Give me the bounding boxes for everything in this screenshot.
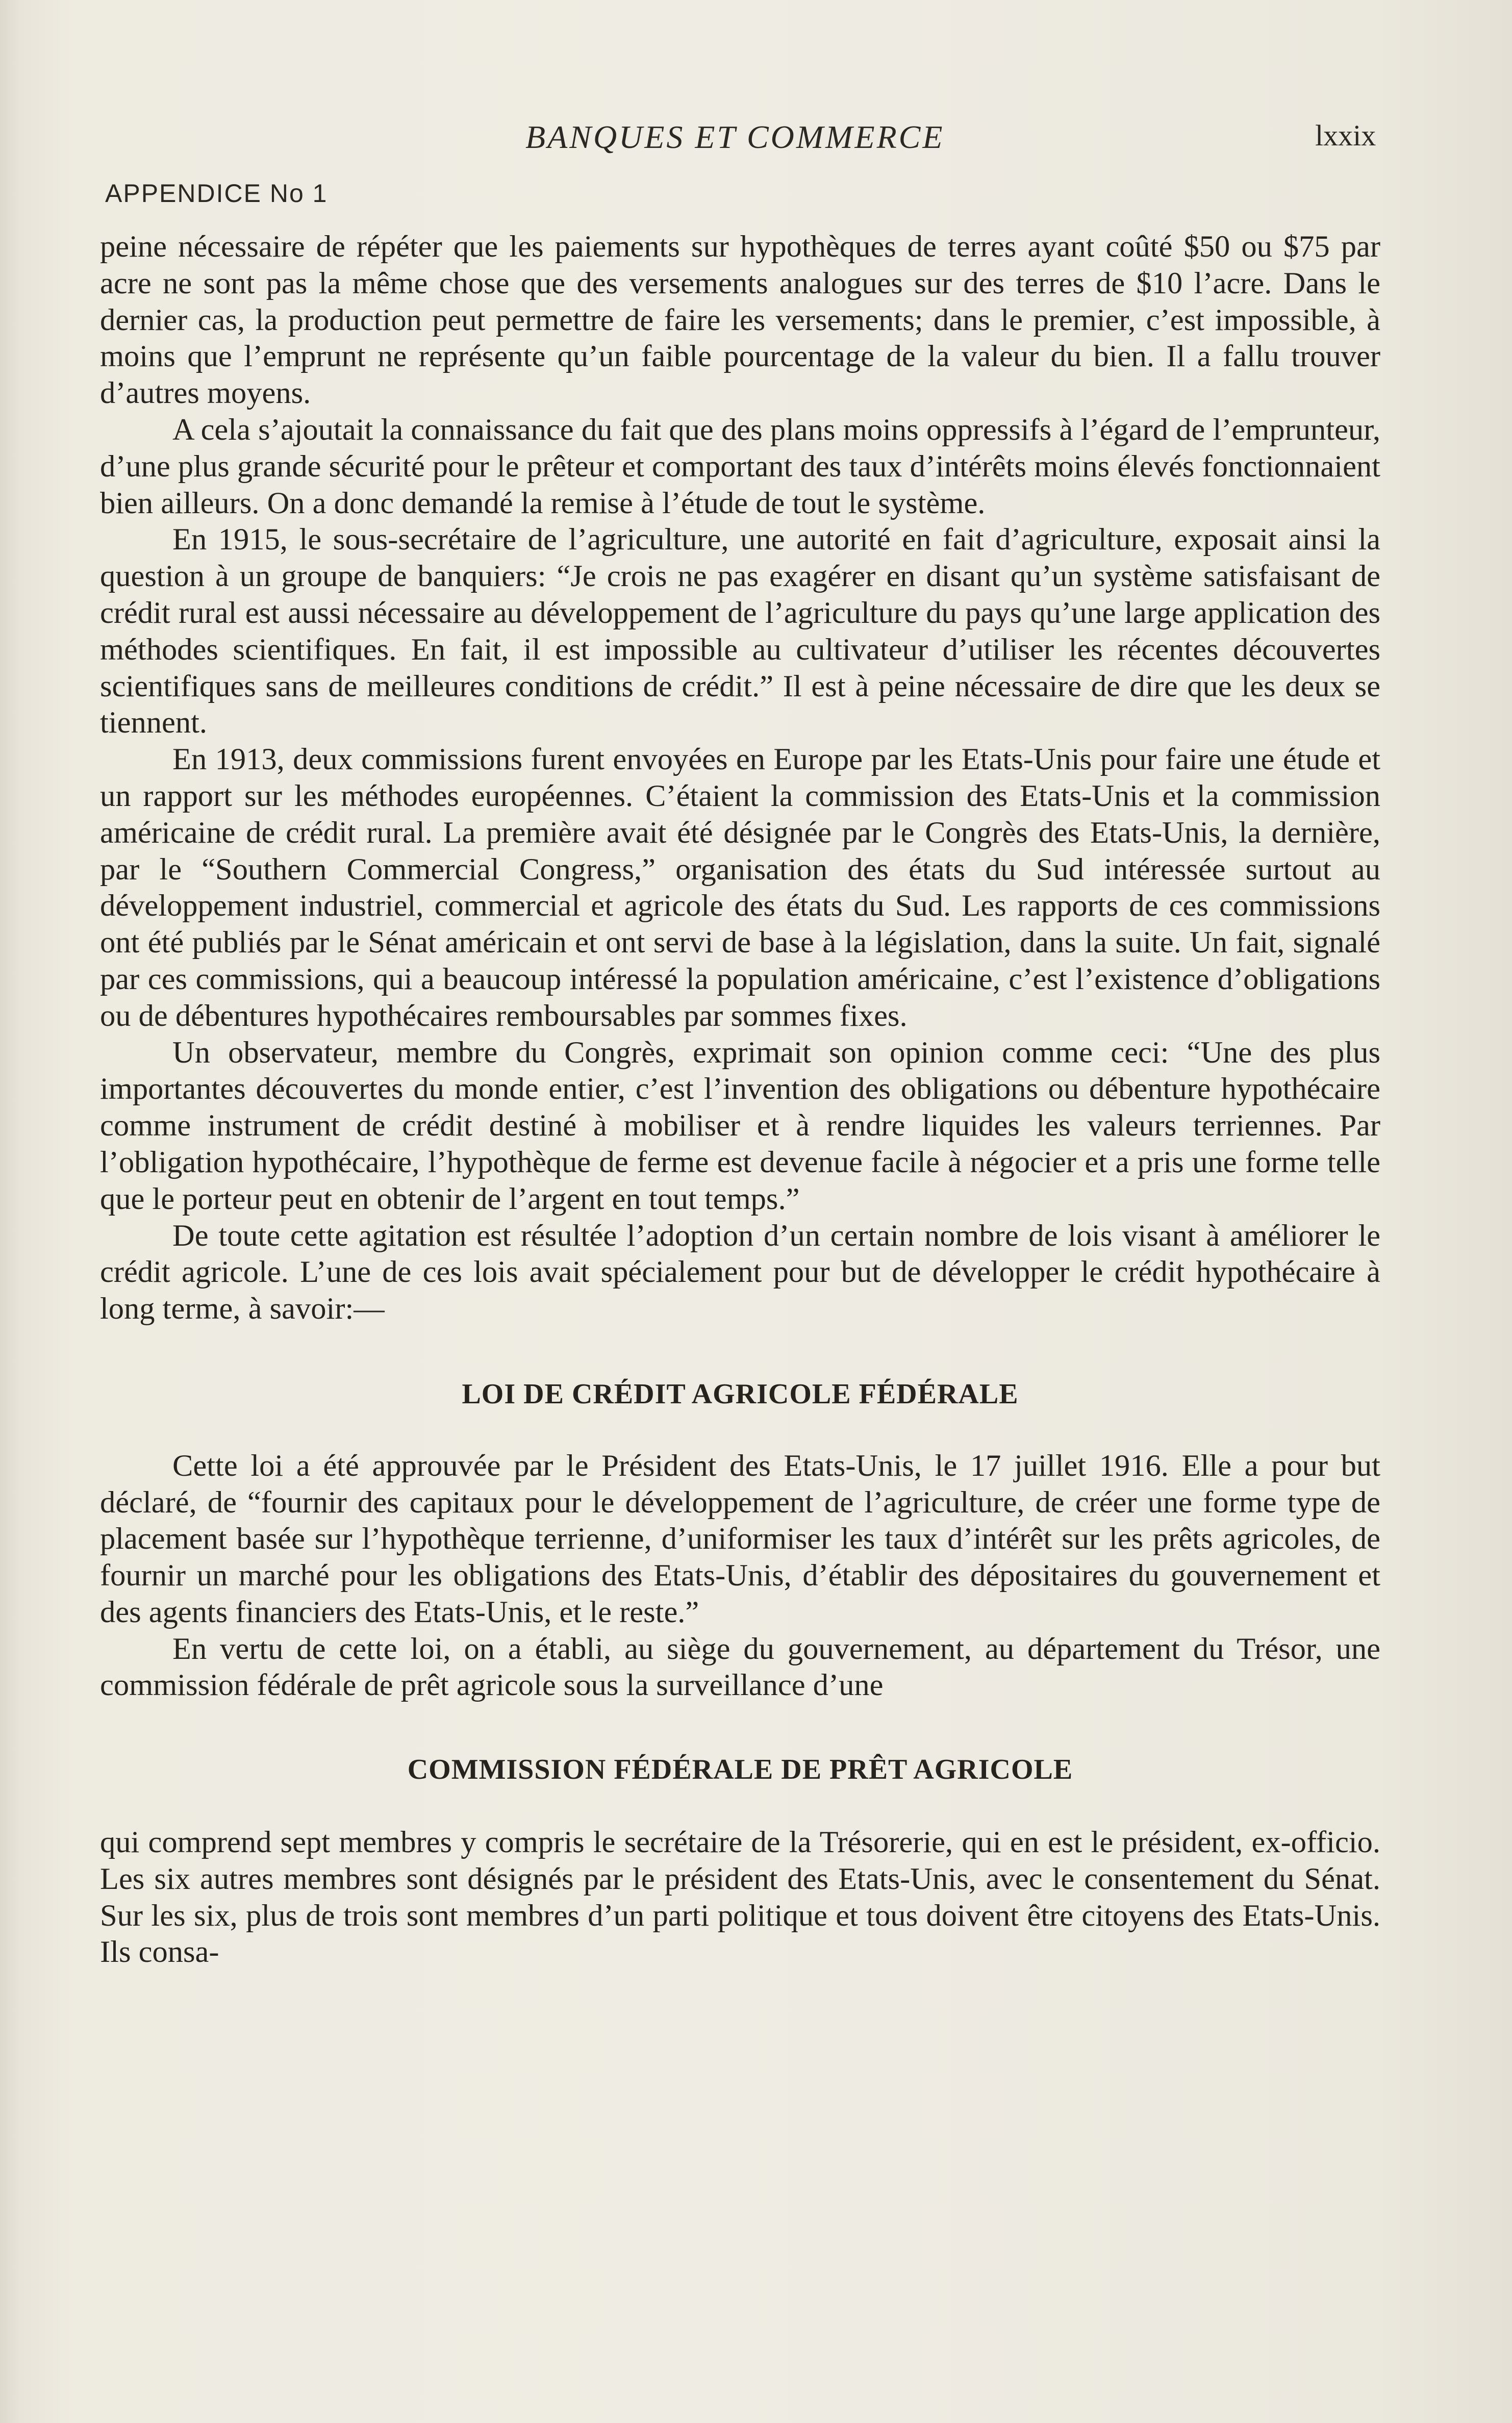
running-title: BANQUES ET COMMERCE: [525, 119, 945, 155]
appendix-label: APPENDICE No 1: [105, 179, 328, 208]
body-text: [100, 229, 1380, 1971]
paragraph: Cette loi a été approuvée par le Président des Etats-Unis, le 17 juillet 1916. Elle a pour but déclaré, de “fournir des capitaux pour le développement de l’agriculture, de créer une forme type de placement basée sur l’hypothèque terrienne, d’uniformiser les taux d’intérêt sur les prêts agricoles, de fournir un marché pour les obligations des Etats-Unis, d’établir des dépositaires du gouvernement et des agents financiers des Etats-Unis, et le reste.”: [100, 1448, 1380, 1629]
section-heading-commission-federale: COMMISSION FÉDÉRALE DE PRÊT AGRICOLE: [407, 1754, 1073, 1786]
paragraph: En 1913, deux commissions furent envoyées en Europe par les Etats-Unis pour faire une étude et un rapport sur les méthodes européennes. C’étaient la commission des Etats-Unis et la commission américaine de crédit rural. La première avait été désignée par le Congrès des Etats-Unis, la dernière, par le “Southern Commercial Congress,” organisation des états du Sud intéressée surtout au développement industriel, commercial et agricole des états du Sud. Les rapports de ces commissions ont été publiés par le Sénat américain et ont servi de base à la législation, dans la suite. Un fait, signalé par ces commissions, qui a beaucoup intéressé la population américaine, c’est l’existence d’obligations ou de débentures hypothécaires remboursables par sommes fixes.: [100, 742, 1380, 1033]
paragraph-continued: qui comprend sept membres y compris le secrétaire de la Trésorerie, qui en est le président, ex-officio. Les six autres membres sont désignés par le président des Etats-Unis, avec le consentement du Sénat. Sur les six, plus de trois sont membres d’un parti politique et tous doivent être citoyens des Etats-Unis. Ils consa-: [100, 1825, 1380, 1970]
paragraph-continued: peine nécessaire de répéter que les paiements sur hypothèques de terres ayant coûté $50 ou $75 par acre ne sont pas la même chose que des versements analogues sur des terres de $10 l’acre. Dans le dernier cas, la production peut permettre de faire les versements; dans le premier, c’est impossible, à moins que l’emprunt ne représente qu’un faible pourcentage de la valeur du bien. Il a fallu trouver d’autres moyens.: [100, 230, 1380, 411]
paragraph: De toute cette agitation est résultée l’adoption d’un certain nombre de lois visant à améliorer le crédit agricole. L’une de ces lois avait spécialement pour but de développer le crédit hypothécaire à long terme, à savoir:—: [100, 1218, 1380, 1326]
section-heading-loi-credit-agricole: LOI DE CRÉDIT AGRICOLE FÉDÉRALE: [462, 1378, 1019, 1410]
page-number: lxxix: [1315, 119, 1376, 152]
paragraph: En 1915, le sous-secrétaire de l’agriculture, une autorité en fait d’agriculture, exposait ainsi la question à un groupe de banquiers: “Je crois ne pas exagérer en disant qu’un système satisfaisant de crédit rural est aussi nécessaire au développement de l’agriculture du pays qu’une large application des méthodes scientifiques. En fait, il est impossible au cultivateur d’utiliser les récentes découvertes scientifiques sans de meilleures conditions de crédit.” Il est à peine nécessaire de dire que les deux se tiennent.: [100, 522, 1380, 740]
paragraph: Un observateur, membre du Congrès, exprimait son opinion comme ceci: “Une des plus importantes découvertes du monde entier, c’est l’invention des obligations ou débenture hypothécaire comme instrument de crédit destiné à mobiliser et à rendre liquides les valeurs terriennes. Par l’obligation hypothécaire, l’hypothèque de ferme est devenue facile à négocier et a pris une forme telle que le porteur peut en obtenir de l’argent en tout temps.”: [100, 1035, 1380, 1216]
paragraph: En vertu de cette loi, on a établi, au siège du gouvernement, au département du Trésor, une commission fédérale de prêt agricole sous la surveillance d’une: [100, 1631, 1380, 1703]
paragraph: A cela s’ajoutait la connaissance du fait que des plans moins oppressifs à l’égard de l’emprunteur, d’une plus grande sécurité pour le prêteur et comportant des taux d’intérêts moins élevés fonctionnaient bien ailleurs. On a donc demandé la remise à l’étude de tout le système.: [100, 412, 1380, 520]
